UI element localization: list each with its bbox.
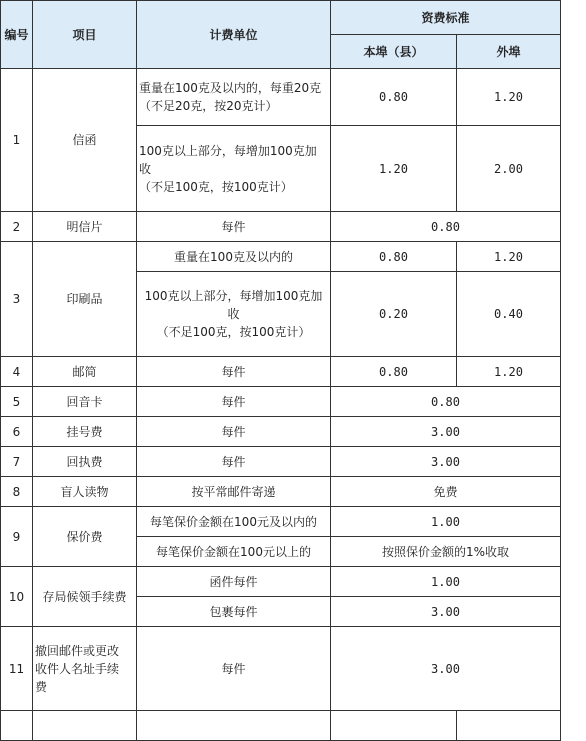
row-remote: 2.00 xyxy=(457,126,561,212)
row-remote: 0.40 xyxy=(457,272,561,357)
header-remote: 外埠 xyxy=(457,35,561,69)
table-row xyxy=(1,507,561,537)
row-rate: 3.00 xyxy=(331,447,561,477)
row-item: 回音卡 xyxy=(33,387,137,417)
item-line: 撤回邮件或更改 xyxy=(35,643,120,658)
row-item: 印刷品 xyxy=(33,242,137,357)
row-unit xyxy=(137,126,331,212)
row-no xyxy=(1,711,33,741)
unit-line: 100克以上部分，每增加100克加 xyxy=(144,289,323,303)
row-no: 3 xyxy=(1,242,33,357)
row-local: 0.80 xyxy=(331,69,457,126)
row-remote: 1.20 xyxy=(457,242,561,272)
row-rate: 3.00 xyxy=(331,597,561,627)
row-no: 7 xyxy=(1,447,33,477)
row-item: 挂号费 xyxy=(33,417,137,447)
row-item: 明信片 xyxy=(33,212,137,242)
header-rate: 资费标准 xyxy=(331,1,561,35)
row-unit: 函件每件 xyxy=(137,567,331,597)
row-no: 9 xyxy=(1,507,33,567)
row-unit xyxy=(137,711,331,741)
table-row xyxy=(1,212,561,242)
row-unit: 每件 xyxy=(137,387,331,417)
unit-line: 重量在100克及以内的，每重20克 xyxy=(139,81,322,95)
unit-line: （不足100克，按100克计） xyxy=(139,179,293,194)
table-row xyxy=(1,69,561,126)
row-unit: 每笔保价金额在100元以上的 xyxy=(137,537,331,567)
row-no: 6 xyxy=(1,417,33,447)
row-no: 8 xyxy=(1,477,33,507)
table-row xyxy=(1,447,561,477)
item-line: 费 xyxy=(35,679,48,694)
row-no: 2 xyxy=(1,212,33,242)
table-row xyxy=(1,567,561,597)
unit-line: 收 xyxy=(139,161,152,176)
row-unit: 每笔保价金额在100元及以内的 xyxy=(137,507,331,537)
header-no: 编号 xyxy=(1,1,33,69)
row-no: 1 xyxy=(1,69,33,212)
unit-line: 100克以上部分，每增加100克加 xyxy=(139,143,317,158)
header-unit: 计费单位 xyxy=(137,1,331,69)
table-row xyxy=(1,242,561,272)
table-row xyxy=(1,477,561,507)
row-local xyxy=(331,711,457,741)
item-line: 收件人名址手续 xyxy=(35,661,120,676)
unit-line: （不足20克，按20克计） xyxy=(139,99,278,113)
row-item xyxy=(33,627,137,711)
table-row xyxy=(1,417,561,447)
row-rate: 3.00 xyxy=(331,627,561,711)
row-rate: 免费 xyxy=(331,477,561,507)
table-row xyxy=(1,387,561,417)
header-local: 本埠（县） xyxy=(331,35,457,69)
header-item: 项目 xyxy=(33,1,137,69)
row-unit: 按平常邮件寄递 xyxy=(137,477,331,507)
row-item: 邮简 xyxy=(33,357,137,387)
row-rate: 3.00 xyxy=(331,417,561,447)
row-unit: 重量在100克及以内的 xyxy=(137,242,331,272)
row-unit: 每件 xyxy=(137,627,331,711)
row-rate: 1.00 xyxy=(331,567,561,597)
row-item: 信函 xyxy=(33,69,137,212)
row-unit: 每件 xyxy=(137,447,331,477)
table-row xyxy=(1,627,561,711)
row-unit: 每件 xyxy=(137,357,331,387)
row-remote: 1.20 xyxy=(457,357,561,387)
row-rate: 0.80 xyxy=(331,212,561,242)
row-item: 保价费 xyxy=(33,507,137,567)
row-no: 11 xyxy=(1,627,33,711)
row-rate: 0.80 xyxy=(331,387,561,417)
table-row xyxy=(1,711,561,741)
row-unit: 每件 xyxy=(137,417,331,447)
row-rate: 1.00 xyxy=(331,507,561,537)
row-item: 盲人读物 xyxy=(33,477,137,507)
row-item: 回执费 xyxy=(33,447,137,477)
row-unit: 包裹每件 xyxy=(137,597,331,627)
row-local: 0.20 xyxy=(331,272,457,357)
row-unit: 每件 xyxy=(137,212,331,242)
row-item: 存局候领手续费 xyxy=(33,567,137,627)
unit-line: 收 xyxy=(227,307,240,321)
row-remote xyxy=(457,711,561,741)
row-local: 0.80 xyxy=(331,357,457,387)
row-unit xyxy=(137,69,331,126)
row-local: 0.80 xyxy=(331,242,457,272)
row-rate: 按照保价金额的1%收取 xyxy=(331,537,561,567)
row-remote: 1.20 xyxy=(457,69,561,126)
unit-line: （不足100克，按100克计） xyxy=(156,325,311,339)
row-no: 10 xyxy=(1,567,33,627)
row-no: 4 xyxy=(1,357,33,387)
row-no: 5 xyxy=(1,387,33,417)
row-item xyxy=(33,711,137,741)
table-row xyxy=(1,357,561,387)
row-unit xyxy=(137,272,331,357)
row-local: 1.20 xyxy=(331,126,457,212)
